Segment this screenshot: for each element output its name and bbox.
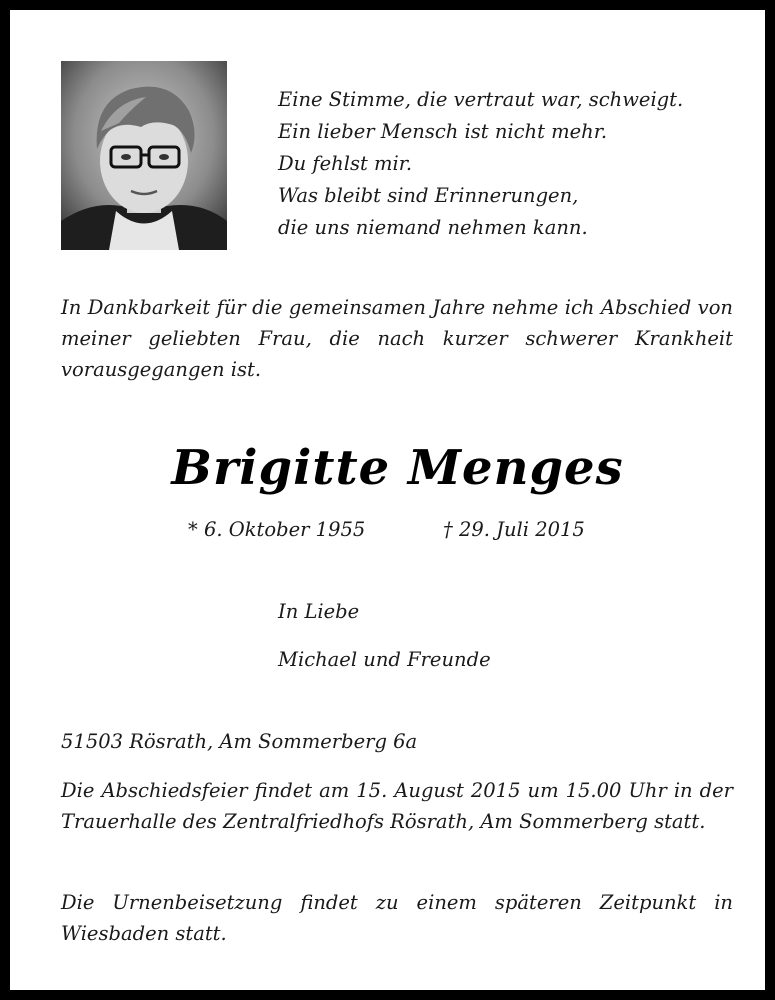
intro-text: In Dankbarkeit für die gemeinsamen Jahre nehme ich Abschied von meiner geliebten Frau, die nach kurzer schwerer Krankheit vorausgegangen ist. <box>61 296 733 381</box>
portrait-photo <box>61 61 227 250</box>
poem-line: Was bleibt sind Erinnerungen, <box>278 184 579 207</box>
portrait-illustration <box>61 61 227 250</box>
poem-line: Eine Stimme, die vertraut war, schweigt. <box>278 88 684 111</box>
urn-burial-notice: Die Urnenbeisetzung findet zu einem späteren Zeitpunkt in Wiesbaden statt. <box>61 891 733 945</box>
poem <box>278 84 748 244</box>
poem-line: Du fehlst mir. <box>278 152 413 175</box>
death-date: † 29. Juli 2015 <box>443 518 585 541</box>
poem-line: Ein lieber Mensch ist nicht mehr. <box>278 120 608 143</box>
birth-date: * 6. Oktober 1955 <box>188 518 366 541</box>
poem-line: die uns niemand nehmen kann. <box>278 216 588 239</box>
deceased-name: Brigitte Menges <box>171 440 624 496</box>
address: 51503 Rösrath, Am Sommerberg 6a <box>61 730 418 753</box>
mourners: Michael und Freunde <box>278 648 491 671</box>
closing-love: In Liebe <box>278 600 360 623</box>
ceremony-notice: Die Abschiedsfeier findet am 15. August 2015 um 15.00 Uhr in der Trauerhalle des Zentralfriedhofs Rösrath, Am Sommerberg statt. <box>61 779 733 833</box>
